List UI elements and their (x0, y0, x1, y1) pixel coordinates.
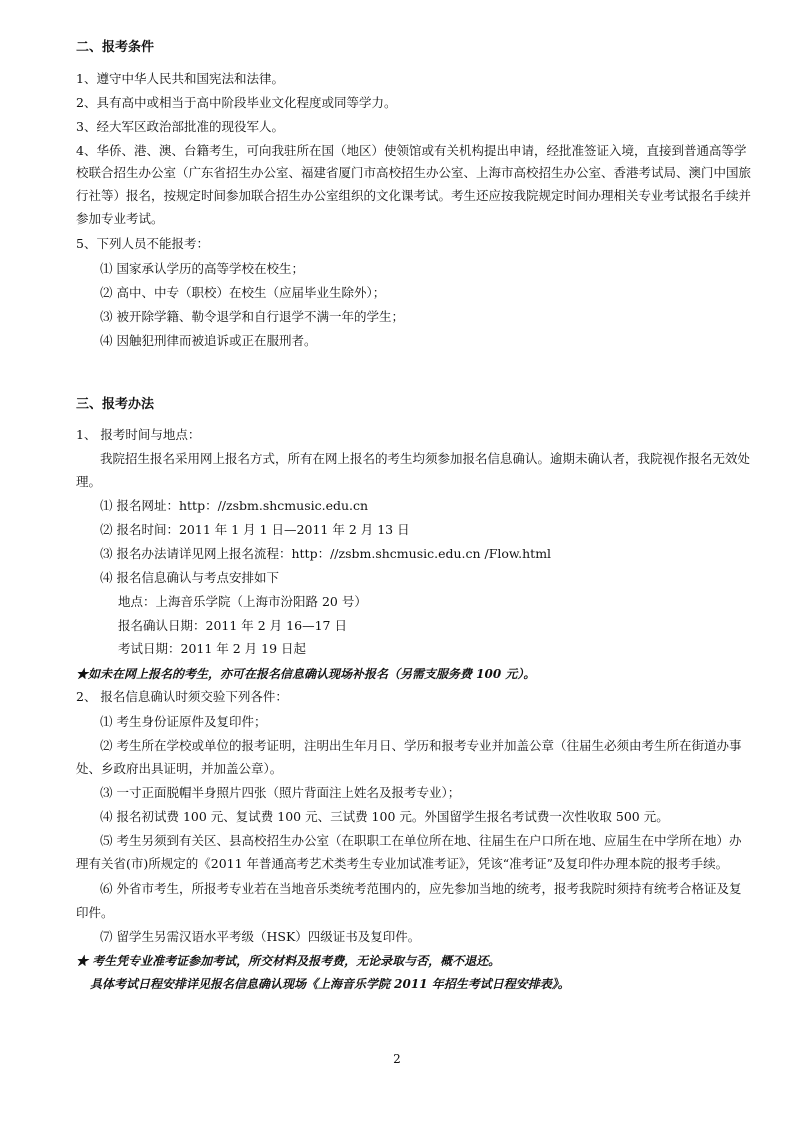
venue-line: 考试日期：2011 年 2 月 19 日起 (118, 641, 307, 656)
paragraph-line: 我院招生报名采用网上报名方式，所有在网上报名的考生均须参加报名信息确认。逾期未确认者，我院视作报名无效处 (100, 451, 751, 466)
list-item: ⑶ 被开除学籍、勒令退学和自行退学不满一年的学生； (100, 309, 404, 324)
paragraph-line: 3、经大军区政治部批准的现役军人。 (76, 119, 284, 134)
page-number: 2 (393, 1052, 401, 1066)
list-item: 印件。 (76, 905, 114, 920)
paragraph-line: 1、遵守中华人民共和国宪法和法律。 (76, 71, 284, 86)
list-item: ⑷ 报名初试费 100 元、复试费 100 元、三试费 100 元。外国留学生报名考试费一次性收取 500 元。 (100, 809, 669, 824)
paragraph-line: 行社等）报名，按规定时间参加联合招生办公室组织的文化课考试。考生还应按我院规定时间办理相关专业考试报名手续并 (76, 188, 752, 203)
list-item: 理有关省(市)所规定的《2011 年普通高考艺术类考生专业加试准考证》，凭该“准考证”及复印件办理本院的报考手续。 (76, 856, 729, 871)
list-item: ⑷ 因触犯刑律而被追诉或正在服刑者。 (100, 333, 317, 348)
note: ★ 考生凭专业准考证参加考试，所交材料及报考费，无论录取与否，概不退还。 (76, 954, 501, 968)
list-item: ⑵ 高中、中专（职校）在校生（应届毕业生除外）； (100, 285, 386, 300)
note: 具体考试日程安排详见报名信息确认现场《上海音乐学院 2011 年招生考试日程安排表》。 (90, 977, 570, 991)
list-item: ⑺ 留学生另需汉语水平考级（HSK）四级证书及复印件。 (100, 929, 421, 944)
item-title: 2、 报名信息确认时须交验下列各件： (76, 689, 288, 704)
venue-line: 地点：上海音乐学院（上海市汾阳路 20 号） (118, 594, 367, 609)
list-item: 处、乡政府出具证明，并加盖公章）。 (76, 761, 283, 776)
list-item: ⑵ 考生所在学校或单位的报考证明，注明出生年月日、学历和报考专业并加盖公章（往届生必须由考生所在街道办事 (100, 738, 742, 753)
list-item: ⑴ 国家承认学历的高等学校在校生； (100, 261, 304, 276)
section-heading: 二、报考条件 (76, 40, 155, 55)
list-item: ⑸ 考生另须到有关区、县高校招生办公室（在职职工在单位所在地、往届生在户口所在地、应届生在中学所在地）办 (100, 833, 742, 848)
list-item: ⑷ 报名信息确认与考点安排如下 (100, 570, 279, 585)
list-item: ⑴ 报名网址：http：//zsbm.shcmusic.edu.cn (100, 498, 369, 513)
paragraph-line: 2、具有高中或相当于高中阶段毕业文化程度或同等学力。 (76, 95, 397, 110)
item-title: 1、 报考时间与地点： (76, 427, 201, 442)
paragraph-line: 校联合招生办公室（广东省招生办公室、福建省厦门市高校招生办公室、上海市高校招生办公室、香港考试局、澳门中国旅 (76, 165, 752, 180)
list-item: ⑹ 外省市考生，所报考专业若在当地音乐类统考范围内的，应先参加当地的统考，报考我院时须持有统考合格证及复 (100, 881, 742, 896)
list-item: ⑶ 一寸正面脱帽半身照片四张（照片背面注上姓名及报考专业）； (100, 785, 461, 800)
paragraph-line: 5、下列人员不能报考： (76, 236, 209, 251)
paragraph-line: 理。 (76, 474, 102, 489)
venue-line: 报名确认日期：2011 年 2 月 16—17 日 (118, 618, 347, 633)
section-heading: 三、报考办法 (76, 397, 155, 412)
paragraph-line: 参加专业考试。 (76, 211, 164, 226)
list-item: ⑴ 考生身份证原件及复印件； (100, 714, 267, 729)
list-item: ⑵ 报名时间：2011 年 1 月 1 日—2011 年 2 月 13 日 (100, 522, 410, 537)
note: ★如未在网上报名的考生，亦可在报名信息确认现场补报名（另需支服务费 100 元）。 (76, 667, 536, 681)
paragraph-line: 4、华侨、港、澳、台籍考生，可向我驻所在国（地区）使领馆或有关机构提出申请，经批准签证入境，直接到普通高等学 (76, 143, 747, 158)
list-item: ⑶ 报名办法请详见网上报名流程：http：//zsbm.shcmusic.edu.cn /Flow.html (100, 546, 552, 561)
